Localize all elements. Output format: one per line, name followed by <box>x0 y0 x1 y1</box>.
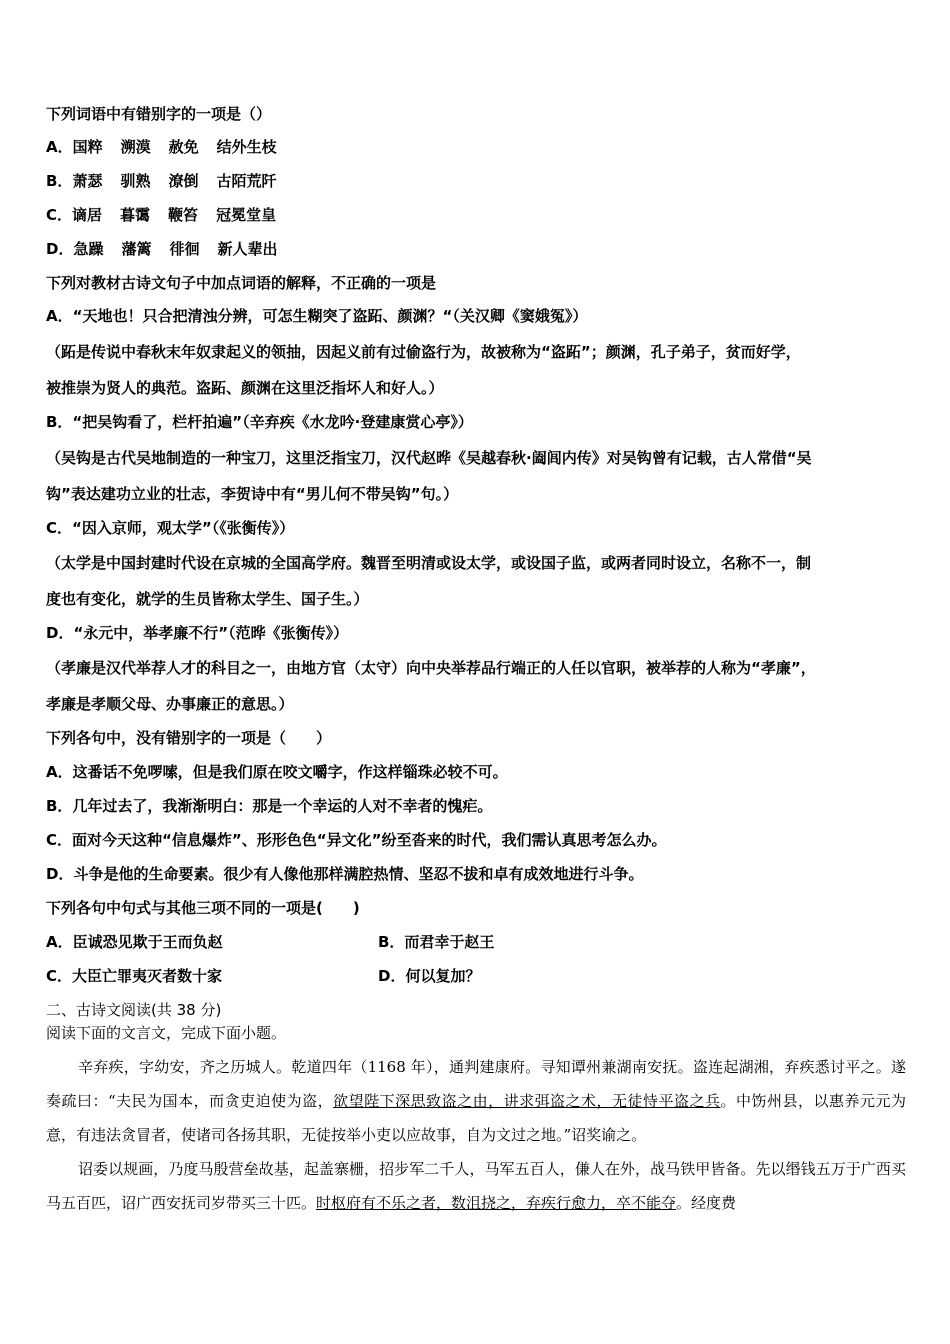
q3-option-a[interactable]: A．这番话不免啰嗦，但是我们原在咬文嚼字，作这样锱珠必较不可。 <box>46 763 508 781</box>
q1-option-a[interactable]: A．国粹 溯漠 赦免 结外生枝 <box>46 138 277 156</box>
q1-option-d[interactable]: D．急躁 藩篱 徘徊 新人辈出 <box>46 240 278 258</box>
q2-stem: 下列对教材古诗文句子中加点词语的解释，不正确的一项是 <box>46 274 437 292</box>
q2-option-a-note-line2: 被推崇为贤人的典范。盗跖、颜渊在这里泛指坏人和好人。） <box>46 379 444 397</box>
q3-option-d[interactable]: D．斗争是他的生命要素。很少有人像他那样满腔热情、坚忍不拔和卓有成效地进行斗争。 <box>46 865 644 883</box>
q1-option-b[interactable]: B．萧瑟 驯熟 潦倒 古陌荒阡 <box>46 172 277 190</box>
q3-stem: 下列各句中，没有错别字的一项是（ ） <box>46 729 332 747</box>
q4-option-a[interactable]: A．臣诚恐见欺于王而负赵 <box>46 933 223 951</box>
q1-stem: 下列词语中有错别字的一项是（） <box>46 105 272 123</box>
q2-option-a-note-line1: （跖是传说中春秋末年奴隶起义的领抽，因起义前有过偷盗行为，故被称为“盗跖”；颜渊，孔子弟子，贫而好学， <box>46 343 801 361</box>
q2-option-d-note-line1: （孝廉是汉代举荐人才的科目之一，由地方官（太守）向中央举荐品行端正的人任以官职，被举荐的人称为“孝廉”， <box>46 659 816 677</box>
q3-option-b[interactable]: B．几年过去了，我渐渐明白：那是一个幸运的人对不幸者的愧疟。 <box>46 797 493 815</box>
q4-stem: 下列各句中句式与其他三项不同的一项是( ) <box>46 899 360 917</box>
q2-option-c-note-line1: （太学是中国封建时代设在京城的全国高学府。魏晋至明清或设太学，或设国子监，或两者同时设立，名称不一，制 <box>46 554 812 572</box>
passage-paragraph-1: 辛弃疾，字幼安，齐之历城人。乾道四年（1168 年），通判建康府。寻知谭州兼湖南安抚。盗连起湖湘，弃疾悉讨平之。遂奏疏曰：“夫民为国本，而贪吏迫使为盗，欲望陛下深思致盗之由，讲求弭盗之术，无徒恃平盗之兵。中饬州县，以惠养元元为意，有违法贪冒者，使诸司各扬其职，无徒按举小吏以应故事，自为文过之地。”诏奖谕之。 <box>46 1058 906 1144</box>
q2-option-b[interactable]: B．“把吴钩看了，栏杆拍遍”（辛弃疾《水龙吟·登建康赏心亭》） <box>46 413 473 431</box>
q2-option-c[interactable]: C．“因入京师，观太学”（《张衡传》） <box>46 519 295 537</box>
q2-option-d-note-line2: 孝廉是孝顺父母、办事廉正的意思。） <box>46 695 294 713</box>
q3-option-c[interactable]: C．面对今天这种“信息爆炸”、形形色色“异文化”纷至沓来的时代，我们需认真思考怎么办。 <box>46 831 667 849</box>
underlined-sentence-1: 欲望陛下深思致盗之由，讲求弭盗之术，无徒恃平盗之兵 <box>333 1092 721 1110</box>
section-heading: 二、古诗文阅读(共 38 分) <box>46 1001 222 1019</box>
q2-option-c-note-line2: 度也有变化，就学的生员皆称太学生、国子生。） <box>46 590 369 608</box>
underlined-sentence-2: 时枢府有不乐之者，数沮挠之，弃疾行愈力，卒不能夺 <box>316 1194 677 1212</box>
q2-option-a[interactable]: A．“天地也！只合把清浊分辨，可怎生糊突了盗跖、颜渊？“（关汉卿《窦娥冤》） <box>46 307 588 325</box>
passage-paragraph-2: 诏委以规画，乃度马殷营垒故基，起盖寨栅，招步军二千人，马军五百人，傔人在外，战马铁甲皆备。先以缗钱五万于广西买马五百匹，诏广西安抚司岁带买三十匹。时枢府有不乐之者，数沮挠之，弃疾行愈力，卒不能夺。经度费 <box>46 1160 906 1212</box>
q2-option-b-note-line2: 钩”表达建功立业的壮志，李贺诗中有“男儿何不带吴钩”句。） <box>46 485 459 503</box>
q4-option-b[interactable]: B．而君幸于赵王 <box>378 933 495 951</box>
q2-option-d[interactable]: D．“永元中，举孝廉不行”（范晔《张衡传》） <box>46 624 349 642</box>
q1-option-c[interactable]: C．谪居 暮霭 鞭笞 冠冕堂皇 <box>46 206 277 224</box>
q4-option-c[interactable]: C．大臣亡罪夷灭者数十家 <box>46 967 223 985</box>
section-instruction: 阅读下面的文言文，完成下面小题。 <box>46 1024 287 1042</box>
q2-option-b-note-line1: （吴钩是古代吴地制造的一种宝刀，这里泛指宝刀，汉代赵晔《吴越春秋·阖闾内传》对吴钩曾有记载，古人常借“吴 <box>46 449 812 467</box>
q4-option-d[interactable]: D．何以复加？ <box>378 967 481 985</box>
